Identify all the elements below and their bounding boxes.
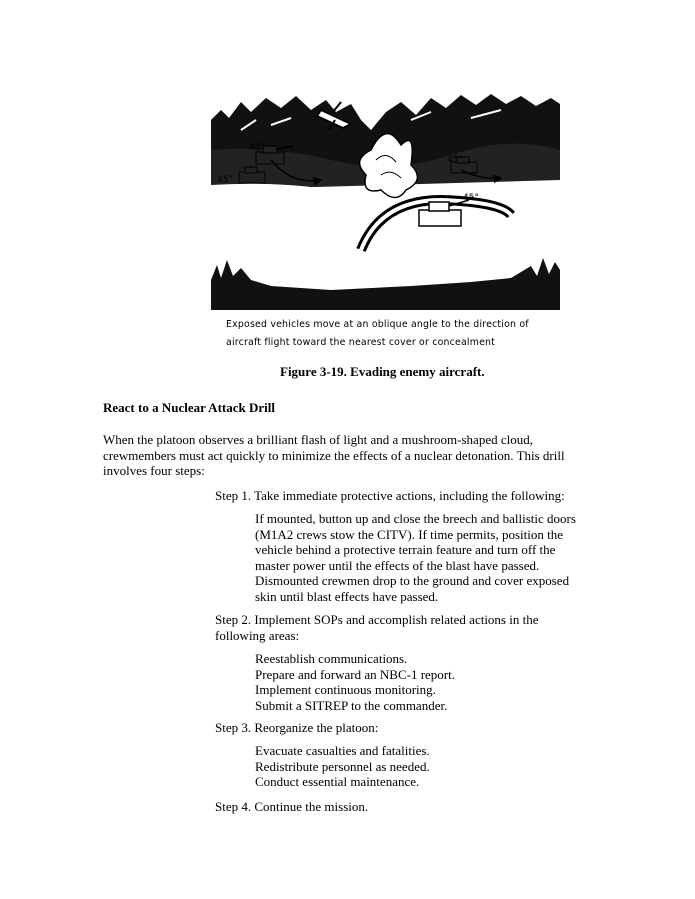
- intro-line: When the platoon observes a brilliant flash of light and a mushroom-shaped cloud,: [103, 432, 533, 447]
- intro-paragraph: [103, 432, 603, 479]
- step-1: Step 1. Take immediate protective actions, including the following:: [215, 488, 565, 503]
- step-4: Step 4. Continue the mission.: [215, 799, 369, 814]
- detail-line: Dismounted crewmen drop to the ground and cover exposed: [255, 573, 570, 589]
- intro-line: involves four steps:: [103, 463, 205, 479]
- caption-line: Exposed vehicles move at an oblique angle to the direction of: [226, 319, 529, 330]
- step-2: [215, 612, 595, 643]
- list-item: Evacuate casualties and fatalities.: [255, 743, 430, 758]
- step-2-line: following areas:: [215, 627, 300, 643]
- section-heading: React to a Nuclear Attack Drill: [103, 400, 275, 415]
- list-item: Conduct essential maintenance.: [255, 774, 420, 790]
- step-3-items: [255, 743, 430, 790]
- caption-line: aircraft flight toward the nearest cover or concealment: [226, 337, 496, 348]
- list-item: Implement continuous monitoring.: [255, 682, 436, 698]
- detail-line: vehicle behind a protective terrain feature and turn off the: [255, 542, 556, 558]
- angle-label: 45°: [447, 155, 463, 165]
- list-item: Prepare and forward an NBC-1 report.: [255, 666, 455, 682]
- detail-line: skin until blast effects have passed.: [255, 588, 439, 604]
- angle-label: 45°: [463, 193, 479, 203]
- list-item: Redistribute personnel as needed.: [255, 758, 430, 774]
- detail-line: If mounted, button up and close the breech and ballistic doors: [255, 511, 576, 526]
- figure-title: Figure 3-19. Evading enemy aircraft.: [280, 364, 485, 379]
- list-item: Reestablish communications.: [255, 651, 408, 666]
- figure-caption: [226, 316, 566, 352]
- angle-label: 45°: [217, 175, 233, 185]
- list-item: Submit a SITREP to the commander.: [255, 697, 448, 713]
- intro-line: crewmembers must act quickly to minimize the effects of a nuclear detonation. This drill: [103, 447, 565, 463]
- figure-illustration: [211, 90, 560, 310]
- detail-line: master power until the effects of the blast have passed.: [255, 557, 540, 573]
- step-3: Step 3. Reorganize the platoon:: [215, 720, 379, 735]
- step-2-items: [255, 651, 455, 713]
- step-1-details: [255, 511, 595, 605]
- detail-line: (M1A2 crews stow the CITV). If time permits, position the: [255, 526, 563, 542]
- angle-label: 45°: [249, 143, 265, 153]
- step-2-line: Step 2. Implement SOPs and accomplish related actions in the: [215, 612, 539, 627]
